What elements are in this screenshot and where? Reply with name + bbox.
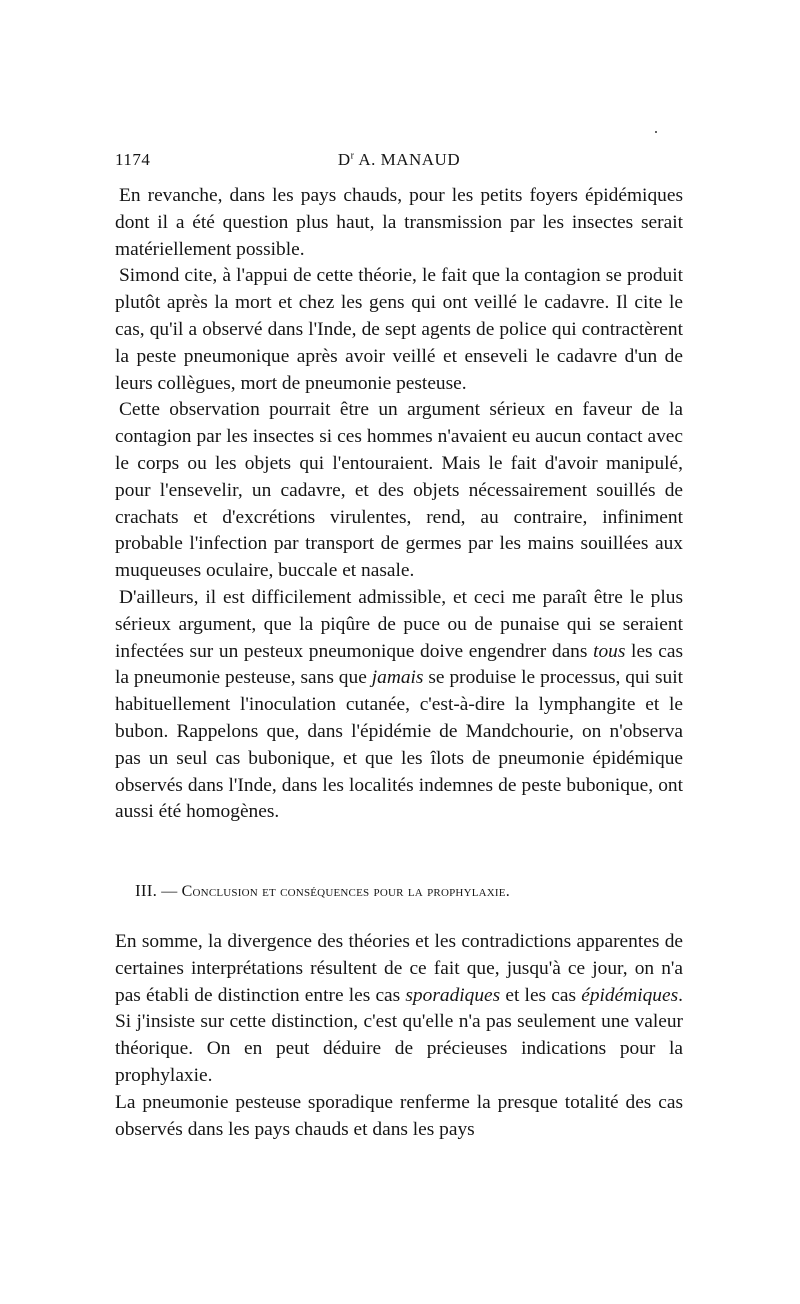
print-speck: [655, 131, 657, 133]
paragraph-text: La pneumonie pesteuse sporadique renferme la presque totalité des cas observés dans les pays chauds et dans les pays: [115, 1091, 683, 1140]
author-prefix: D: [337, 150, 351, 169]
section-number: III.: [135, 881, 158, 900]
paragraph: [115, 929, 683, 1090]
page-header: [115, 150, 683, 174]
paragraph-text: En revanche, dans les pays chauds, pour les petits foyers épidémiques dont il a été question plus haut, la transmission par les insectes serait matériellement possible.: [115, 185, 683, 260]
emphasis: épidémiques: [581, 984, 679, 1006]
paragraph-text: Cette observation pourrait être un argument sérieux en faveur de la contagion par les insectes si ces hommes n'avaient eu aucun contact avec le corps ou les objets qui l'entouraient. Mais le fait d'avoir manipulé, pour l'ensevelir, un cadavre, et des objets nécessairement souillés de crachats et d'excrétions virulentes, rend, au contraire, infiniment probable l'infection par transport de germes par les mains souillées aux muqueuses oculaire, buccale et nasale.: [115, 399, 683, 582]
paragraph-text: les cas la pneumonie pesteuse, sans que: [115, 640, 683, 689]
paragraph-text: et les cas: [500, 984, 582, 1006]
body-text-section: [115, 929, 683, 1143]
emphasis: sporadiques: [405, 984, 501, 1006]
body-text-main: [115, 183, 683, 826]
paragraph-text: Simond cite, à l'appui de cette théorie, le fait que la contagion se produit plutôt après la mort et chez les gens qui ont veillé le cadavre. Il cite le cas, qu'il a observé dans l'Inde, de sept agents de police qui contractèrent la peste pneumonique après avoir veillé et enseveli le cadavre d'un de leurs collègues, mort de pneumonie pesteuse.: [115, 265, 683, 394]
page-number: 1174: [115, 150, 151, 169]
paragraph: [115, 585, 683, 826]
emphasis: tous: [593, 640, 626, 662]
section-title: Conclusion et conséquences pour la prophylaxie.: [181, 883, 510, 900]
paragraph: [115, 397, 683, 585]
author-superscript: r: [350, 150, 355, 162]
running-head: [115, 150, 683, 170]
paragraph: [115, 263, 683, 397]
emphasis: jamais: [371, 667, 424, 689]
paragraph: [115, 183, 683, 263]
section-dash: —: [157, 883, 182, 900]
paragraph-text: En somme, la divergence des théories et les contradictions apparentes de certaines interprétations résultent de ce fait que, jusqu'à ce jour, on n'a pas établi de distinction entre les cas: [115, 931, 683, 1006]
section-heading: [135, 881, 683, 901]
paragraph: [115, 1090, 683, 1144]
paragraph-text: D'ailleurs, il est difficilement admissible, et ceci me paraît être le plus sérieux argument, que la piqûre de puce ou de punaise qui se seraient infectées sur un pesteux pneumonique doive engendrer dans: [115, 586, 683, 662]
paragraph-text: . Si j'insiste sur cette distinction, c'est qu'elle n'a pas seulement une valeur théorique. On en peut déduire de précieuses indications pour la prophylaxie.: [115, 984, 684, 1086]
paragraph-text: se produise le processus, qui suit habituellement l'inoculation cutanée, c'est-à-dire la lymphangite et le bubon. Rappelons que, dans l'épidémie de Mandchourie, on n'observa pas un seul cas bubonique, et que les îlots de pneumonie épidémique observés dans l'Inde, dans les localités indemnes de peste bubonique, ont aussi été homogènes.: [115, 667, 683, 823]
author-name: A. MANAUD: [354, 150, 461, 169]
